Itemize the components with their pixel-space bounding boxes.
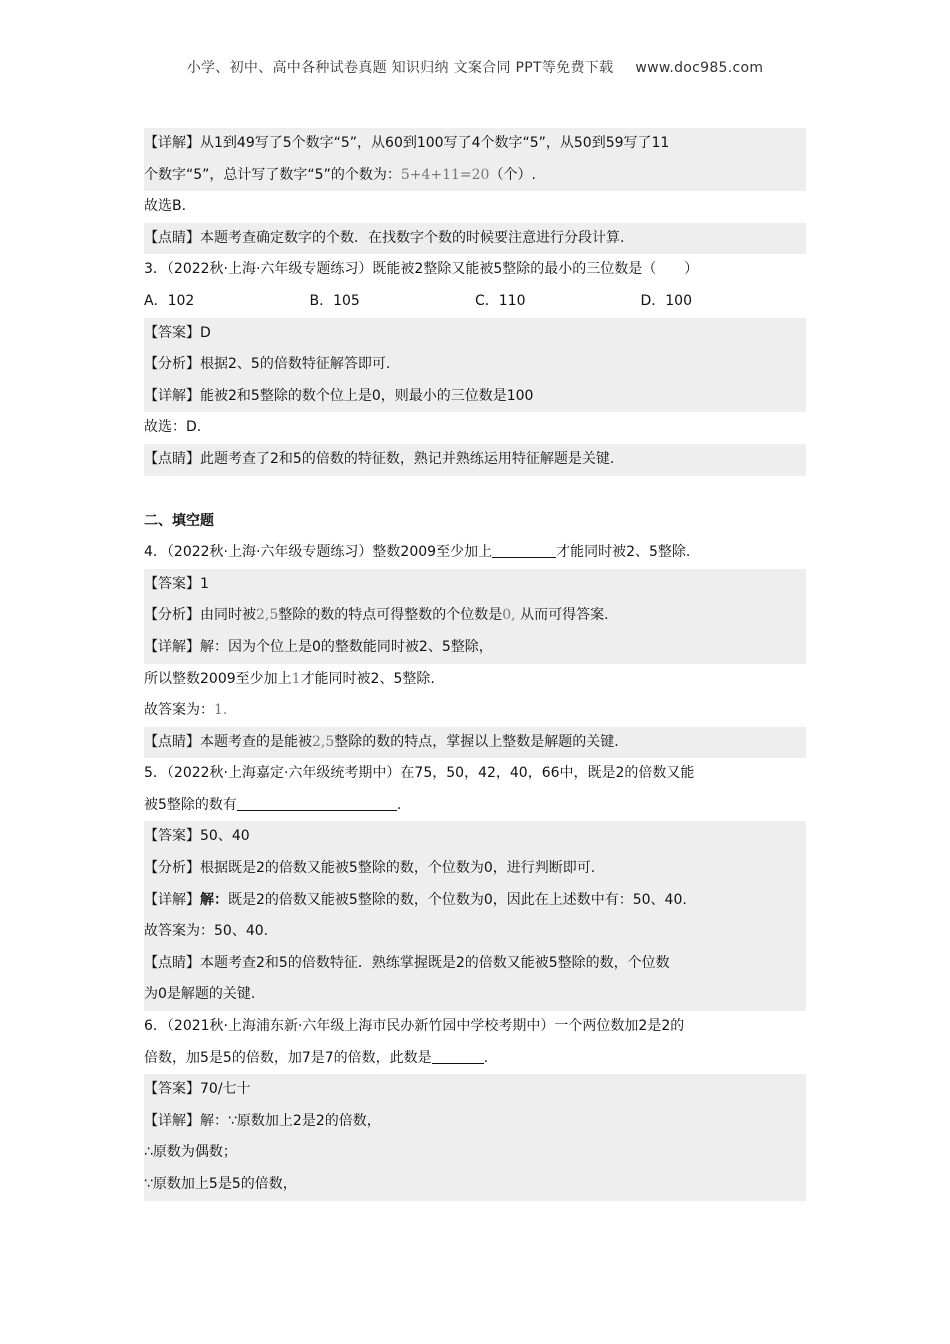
- q5-detail-bold: 解：: [200, 891, 228, 908]
- q2-detail-line2: [144, 160, 806, 192]
- q2-detail-text: 个数字“5”，总计写了数字“5”的个数为：: [144, 166, 401, 183]
- page-header: [0, 57, 950, 77]
- q3-option-c: C．110: [475, 292, 526, 309]
- q3-options: [144, 286, 806, 318]
- q3-option-b: B．105: [309, 292, 360, 309]
- q5-analysis: 【分析】根据既是2的倍数又能被5整除的数，个位数为0，进行判断即可.: [144, 860, 596, 877]
- q4-comment-text1: 【点睛】本题考查的是能被: [144, 733, 312, 750]
- q4-stem-tail: 才能同时被2、5整除.: [556, 544, 691, 561]
- q2-detail-math: 5+4+11=20: [400, 166, 490, 183]
- q3-option-d: D．100: [640, 292, 693, 309]
- q4-detail-text1: 所以整数2009至少加上: [144, 670, 292, 687]
- q5-detail: [144, 885, 806, 917]
- q4-detail-text2: 才能同时被2、5整除.: [300, 670, 435, 687]
- q4-stem-text: 4．（2022秋·上海·六年级专题练习）整数2009至少加上: [144, 544, 493, 561]
- header-text: 小学、初中、高中各种试卷真题 知识归纳 文案合同 PPT等免费下载: [186, 60, 614, 76]
- header-site: www.doc985.com: [635, 60, 764, 76]
- section-gap: [144, 476, 806, 506]
- q4-answer: 【答案】1: [144, 575, 209, 592]
- q5-answer: 【答案】50、40: [144, 828, 250, 845]
- q4-detail-math: 1: [291, 670, 301, 687]
- q4-analysis-text3: 从而可得答案.: [520, 607, 609, 624]
- q4-solution-block: [144, 569, 806, 664]
- q4-analysis-math2: 0,: [502, 607, 516, 624]
- q5-stem-line2: [144, 790, 806, 822]
- q3-comment: 【点睛】此题考查了2和5的倍数的特征数，熟记并熟练运用特征解题是关键.: [144, 444, 806, 476]
- q4-result-text: 故答案为：: [144, 702, 214, 719]
- q6-stem-line1: 6．（2021秋·上海浦东新·六年级上海市民办新竹园中学校考期中）一个两位数加2是2的: [144, 1018, 685, 1035]
- q4-analysis: [144, 600, 806, 632]
- q5-result: 故答案为：50、40.: [144, 923, 269, 940]
- q6-detail-line1: 【详解】解：∵原数加上2是2的倍数，: [144, 1112, 381, 1129]
- q4-stem: [144, 537, 806, 569]
- q4-analysis-text1: 【分析】由同时被: [144, 607, 256, 624]
- q5-stem-tail: .: [396, 796, 402, 813]
- q5-detail-label: 【详解】: [144, 891, 200, 908]
- document-body: [144, 128, 806, 1201]
- q3-option-a: A．102: [144, 292, 195, 309]
- q5-comment-line1: 【点睛】本题考查2和5的倍数特征．熟练掌握既是2的倍数又能被5整除的数，个位数: [144, 954, 670, 971]
- q6-solution-block: [144, 1074, 806, 1200]
- q4-analysis-text2: 整除的数的特点可得整数的个位数是: [278, 607, 503, 624]
- q2-detail-line1: 【详解】从1到49写了5个数字“5”，从60到100写了4个数字“5”，从50到59写了11: [144, 135, 670, 151]
- q5-stem-text: 被5整除的数有: [144, 796, 237, 813]
- q6-detail-line2: ∴原数为偶数；: [144, 1144, 237, 1161]
- q4-comment: [144, 727, 806, 759]
- q3-answer: 【答案】D: [144, 324, 211, 341]
- q6-stem-text: 倍数，加5是5的倍数，加7是7的倍数，此数是: [144, 1049, 432, 1066]
- q5-detail-text: 既是2的倍数又能被5整除的数，个位数为0，因此在上述数中有：50、40.: [228, 891, 687, 908]
- q6-stem-tail: .: [483, 1049, 489, 1066]
- q4-result: [144, 695, 806, 727]
- q3-analysis: 【分析】根据2、5的倍数特征解答即可.: [144, 356, 391, 373]
- q3-stem: 3．（2022秋·上海·六年级专题练习）既能被2整除又能被5整除的最小的三位数是（ ）: [144, 261, 699, 278]
- q4-comment-math: 2,5: [312, 733, 335, 750]
- q3-solution-block: [144, 318, 806, 413]
- q3-choose: 故选：D.: [144, 419, 202, 436]
- q4-result-math: 1.: [214, 702, 228, 719]
- q5-solution-block: [144, 821, 806, 1011]
- q4-detail-line1: 【详解】解：因为个位上是0的整数能同时被2、5整除，: [144, 638, 493, 655]
- q5-blank: [237, 796, 397, 811]
- section-title: 二、填空题: [144, 512, 214, 529]
- q2-detail-unit: （个）.: [489, 166, 536, 183]
- q5-comment-line2: 为0是解题的关键.: [144, 986, 256, 1003]
- q4-blank: [492, 543, 556, 558]
- q6-answer: 【答案】70/七十: [144, 1081, 251, 1098]
- q6-blank: [432, 1049, 484, 1064]
- q4-detail-line2: [144, 664, 806, 696]
- q4-comment-text2: 整除的数的特点，掌握以上整数是解题的关键.: [334, 733, 619, 750]
- q3-detail: 【详解】能被2和5整除的数个位上是0，则最小的三位数是100: [144, 387, 534, 404]
- q6-stem-line2: [144, 1043, 806, 1075]
- q6-detail-line3: ∵原数加上5是5的倍数，: [144, 1176, 297, 1192]
- q5-stem-line1: 5．（2022秋·上海嘉定·六年级统考期中）在75，50，42，40，66中，既是2的倍数又能: [144, 765, 695, 782]
- q2-comment: 【点睛】本题考查确定数字的个数．在找数字个数的时候要注意进行分段计算.: [144, 223, 806, 255]
- q2-tail-block: [144, 128, 806, 191]
- q4-analysis-math1: 2,5: [256, 607, 279, 624]
- q2-choose: 故选B.: [144, 198, 187, 215]
